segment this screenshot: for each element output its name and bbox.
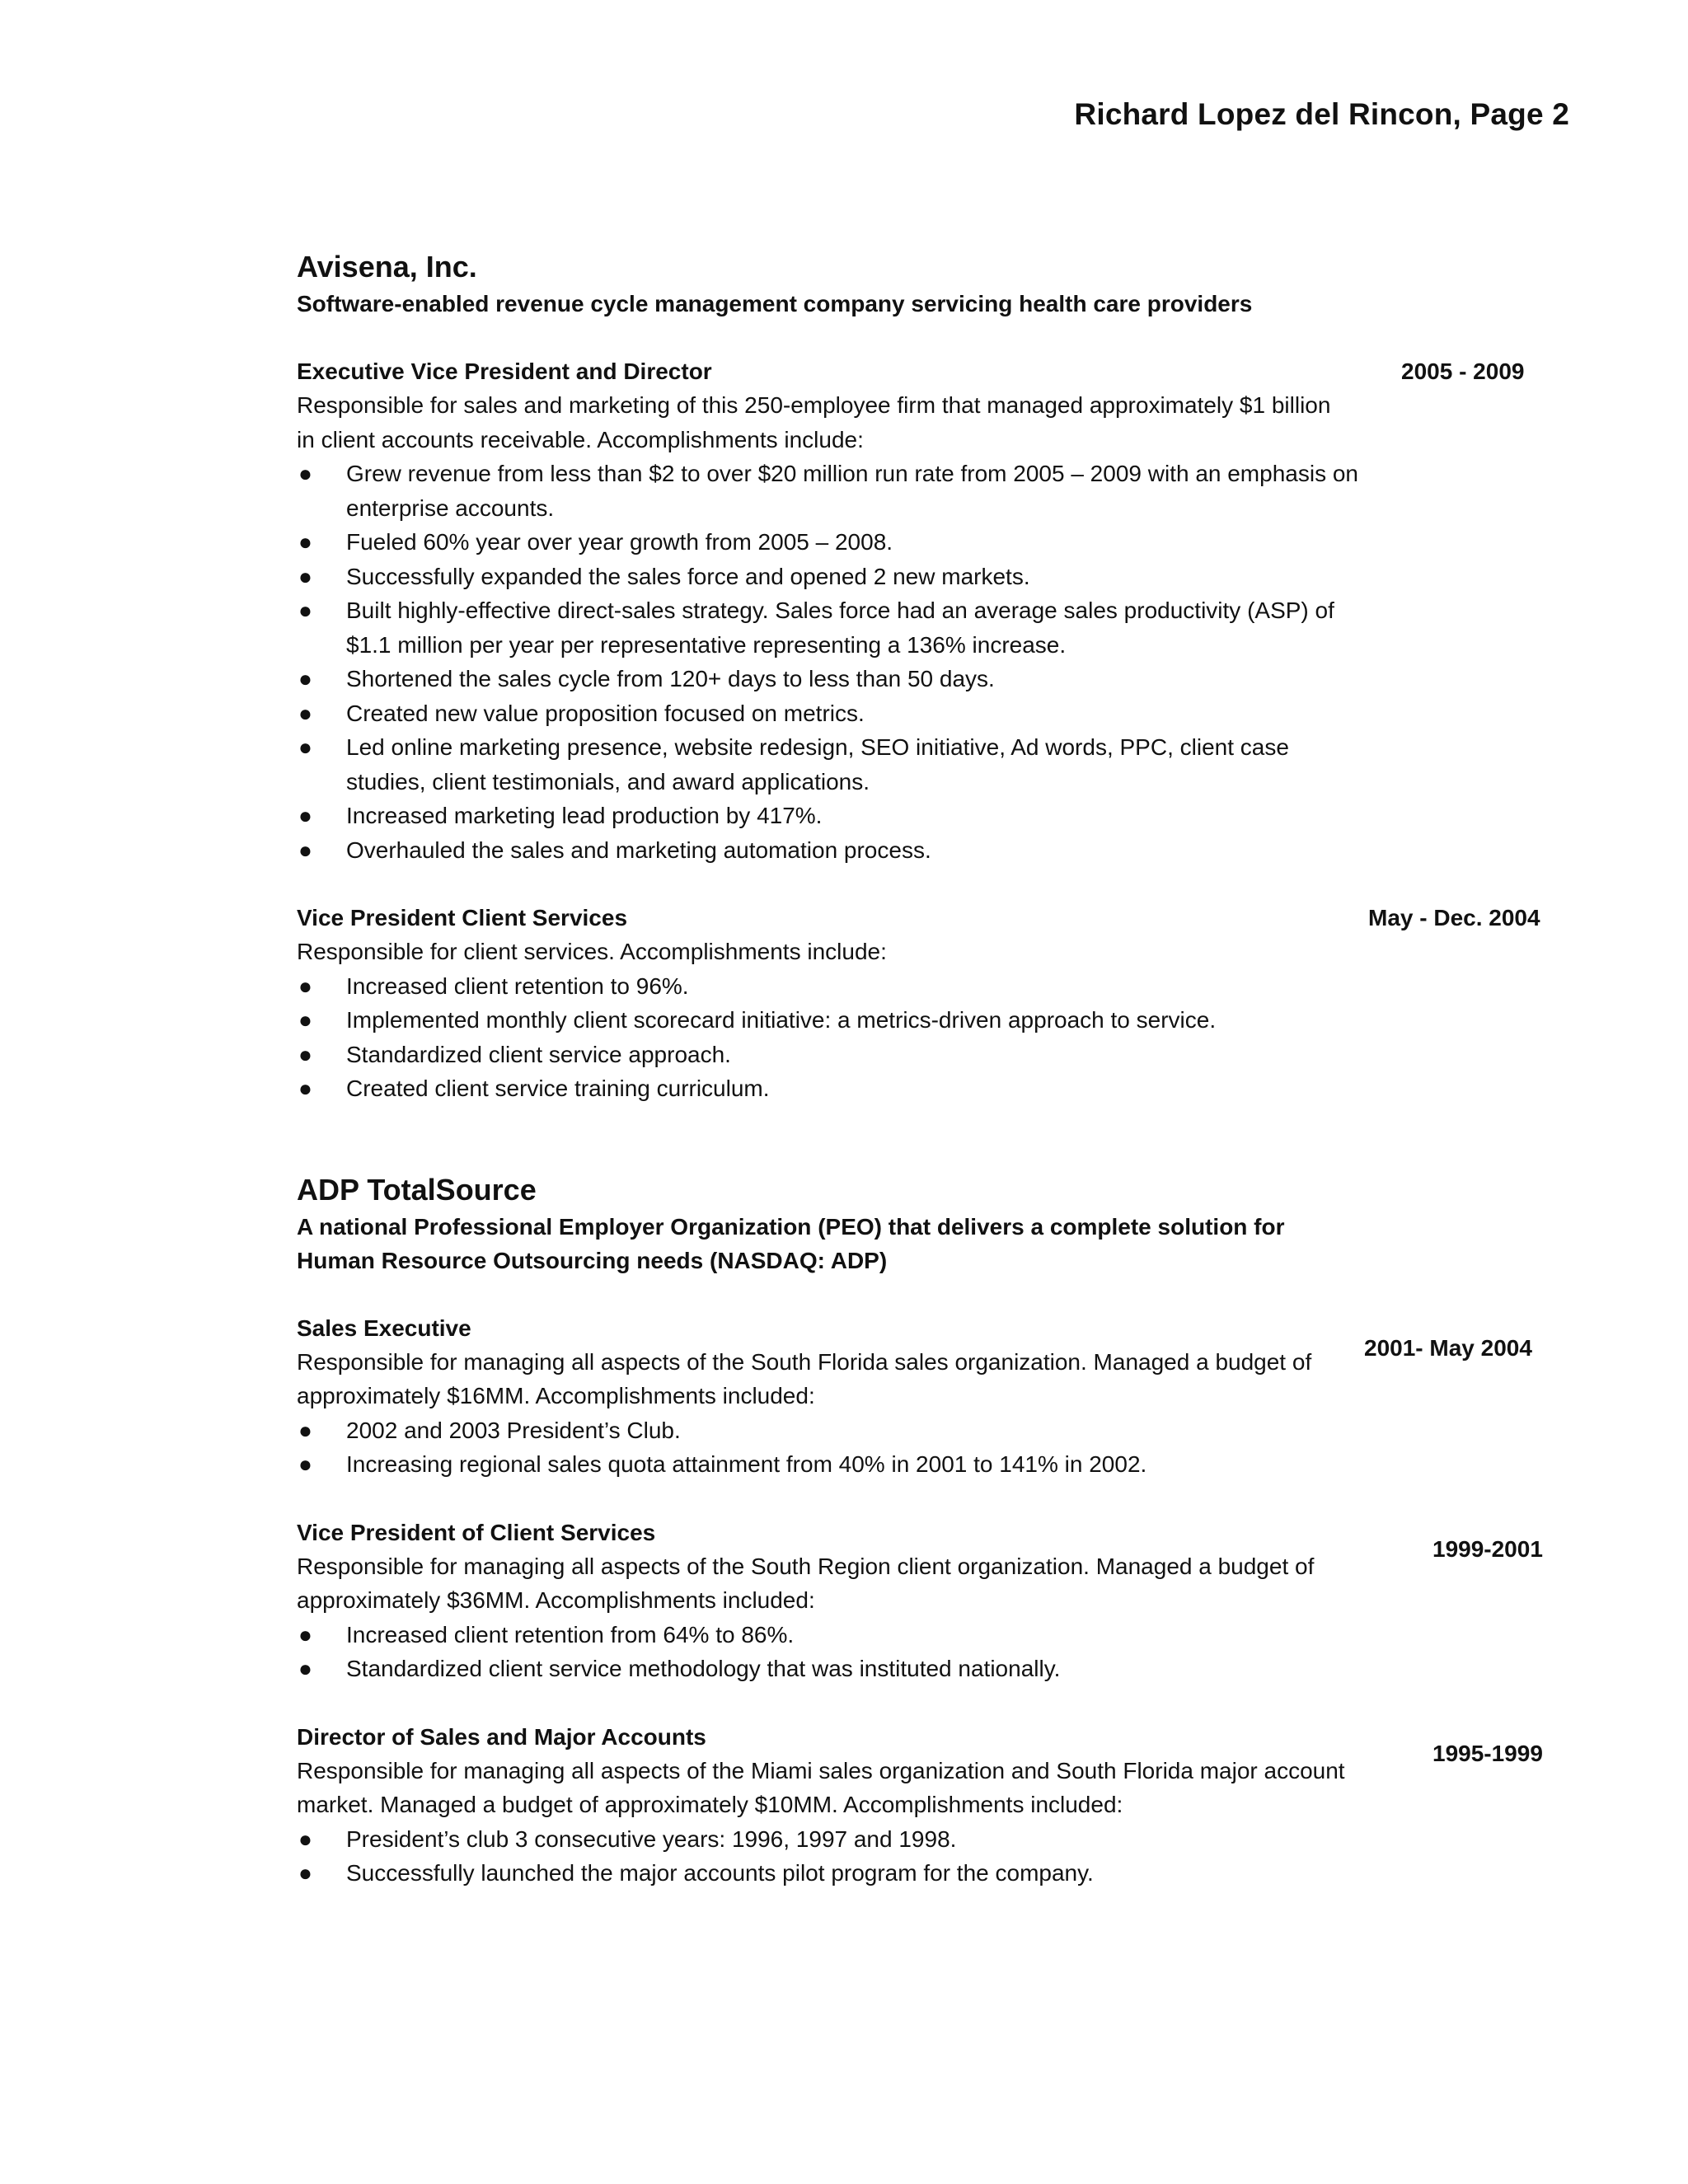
company-description: Software-enabled revenue cycle management company servicing health care providers [297, 291, 1253, 316]
bullet-icon: ● [298, 1860, 312, 1886]
list-item [297, 1447, 1368, 1482]
role-title: Executive Vice President and Director [297, 359, 712, 384]
accomplishment-list [297, 457, 1368, 867]
company-description: A national Professional Employer Organization (PEO) that delivers a complete solution for Human Resource Outsourcing needs (NASDAQ: ADP) [297, 1213, 1285, 1273]
list-item-text: Implemented monthly client scorecard initiative: a metrics-driven approach to service. [346, 1007, 1217, 1033]
list-item [297, 593, 1368, 662]
list-item [297, 1856, 1368, 1891]
role-summary: Responsible for client services. Accomplishments include: [297, 939, 887, 964]
role-entry [297, 1311, 1558, 1482]
list-item [297, 1413, 1368, 1448]
list-item [297, 1652, 1368, 1686]
list-item [297, 457, 1368, 525]
role-summary: Responsible for managing all aspects of the Miami sales organization and South Florida major account market. Managed a budget of approximately $10MM. Accomplishments included: [297, 1757, 1345, 1817]
list-item [297, 969, 1368, 1004]
bullet-icon: ● [298, 837, 312, 863]
company-name: Avisena, Inc. [297, 250, 477, 284]
list-item [297, 833, 1368, 868]
bullet-icon: ● [298, 529, 312, 555]
page-header: Richard Lopez del Rincon, Page 2 [1074, 97, 1569, 131]
list-item-text: Overhauled the sales and marketing automation process. [346, 837, 931, 863]
list-item [297, 799, 1368, 833]
list-item-text: Increased client retention to 96%. [346, 972, 689, 999]
accomplishment-list [297, 1413, 1368, 1482]
bullet-icon: ● [298, 563, 312, 589]
list-item-text: Standardized client service approach. [346, 1041, 731, 1067]
company-section [297, 247, 1558, 1106]
list-item-text: Created client service training curriculum. [346, 1076, 770, 1101]
list-item [297, 1038, 1368, 1072]
bullet-icon: ● [298, 700, 312, 726]
role-dates: 2001- May 2004 [1364, 1334, 1532, 1361]
list-item-text: President’s club 3 consecutive years: 1996, 1997 and 1998. [346, 1825, 957, 1852]
bullet-icon: ● [298, 1825, 312, 1852]
role-dates: 2005 - 2009 [1401, 359, 1525, 384]
role-dates: 1995-1999 [1432, 1740, 1543, 1766]
role-title: Vice President of Client Services [297, 1519, 656, 1545]
bullet-icon: ● [298, 1656, 312, 1681]
list-item-text: Successfully launched the major accounts pilot program for the company. [346, 1860, 1094, 1886]
role-dates: May - Dec. 2004 [1368, 905, 1540, 930]
bullet-icon: ● [298, 1041, 312, 1067]
bullet-icon: ● [298, 1621, 312, 1647]
bullet-icon: ● [298, 1451, 312, 1477]
list-item [297, 730, 1368, 799]
company-section [297, 1170, 1558, 1891]
accomplishment-list [297, 1618, 1368, 1686]
list-item-text: Shortened the sales cycle from 120+ days to less than 50 days. [346, 666, 995, 691]
bullet-icon: ● [298, 1417, 312, 1443]
list-item [297, 525, 1368, 560]
role-summary: Responsible for sales and marketing of this 250-employee firm that managed approximately $1 billion in client accounts receivable. Accomplishments include: [297, 392, 1331, 452]
bullet-icon: ● [298, 803, 312, 828]
list-item-text: Increased marketing lead production by 417%. [346, 803, 823, 828]
list-item-text: Built highly-effective direct-sales strategy. Sales force had an average sales productivity (ASP) of $1.1 million per year per representative representing a 136% increase. [346, 598, 1334, 658]
bullet-icon: ● [298, 734, 312, 760]
role-entry [297, 901, 1558, 1106]
list-item-text: Successfully expanded the sales force and opened 2 new markets. [346, 563, 1030, 589]
role-dates: 1999-2001 [1432, 1535, 1543, 1562]
list-item [297, 1071, 1368, 1106]
role-entry [297, 1720, 1558, 1891]
bullet-icon: ● [298, 1007, 312, 1033]
list-item-text: 2002 and 2003 President’s Club. [346, 1417, 681, 1443]
role-summary: Responsible for managing all aspects of the South Region client organization. Managed a budget of approximately $36MM. Accomplishments included: [297, 1553, 1315, 1613]
list-item-text: Fueled 60% year over year growth from 2005 – 2008. [346, 529, 893, 555]
list-item [297, 696, 1368, 731]
bullet-icon: ● [298, 972, 312, 999]
role-title: Sales Executive [297, 1315, 471, 1341]
role-entry [297, 1516, 1558, 1686]
role-entry [297, 354, 1558, 867]
role-summary: Responsible for managing all aspects of the South Florida sales organization. Managed a budget of approximately $16MM. Accomplishments included: [297, 1348, 1312, 1408]
list-item [297, 1822, 1368, 1857]
role-title: Vice President Client Services [297, 905, 628, 930]
list-item [297, 560, 1368, 594]
list-item-text: Led online marketing presence, website redesign, SEO initiative, Ad words, PPC, client case studies, client testimonials, and award applications. [346, 734, 1289, 794]
list-item-text: Grew revenue from less than $2 to over $20 million run rate from 2005 – 2009 with an emphasis on enterprise accounts. [346, 461, 1358, 521]
list-item-text: Standardized client service methodology that was instituted nationally. [346, 1656, 1061, 1681]
bullet-icon: ● [298, 1076, 312, 1101]
resume-content [297, 247, 1558, 1955]
list-item [297, 1618, 1368, 1652]
list-item-text: Created new value proposition focused on metrics. [346, 700, 865, 726]
bullet-icon: ● [298, 666, 312, 691]
list-item [297, 1003, 1368, 1038]
role-title: Director of Sales and Major Accounts [297, 1723, 706, 1750]
list-item-text: Increasing regional sales quota attainment from 40% in 2001 to 141% in 2002. [346, 1451, 1147, 1477]
list-item-text: Increased client retention from 64% to 86%. [346, 1621, 795, 1647]
list-item [297, 662, 1368, 696]
bullet-icon: ● [298, 461, 312, 486]
bullet-icon: ● [298, 598, 312, 623]
company-name: ADP TotalSource [297, 1172, 537, 1207]
accomplishment-list [297, 1822, 1368, 1891]
accomplishment-list [297, 969, 1368, 1106]
